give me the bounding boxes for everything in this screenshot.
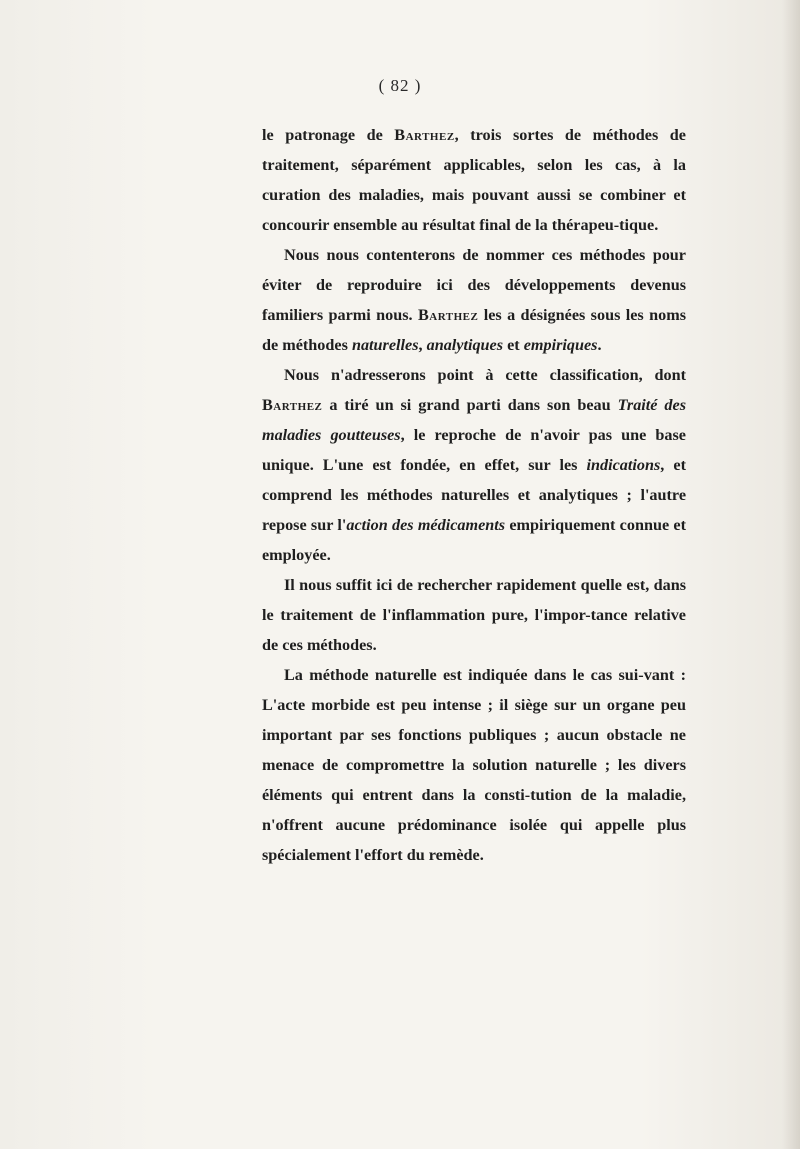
author-name: Barthez — [262, 396, 323, 414]
paragraph — [262, 120, 686, 240]
text-run: les a désignées sous les noms de méthodes — [262, 306, 686, 354]
italic-term: Traité des maladies goutteuses — [262, 396, 686, 444]
text-run: a tiré un si grand parti dans son beau — [322, 396, 618, 414]
author-name: Barthez — [394, 126, 455, 144]
paragraph — [262, 660, 686, 870]
italic-term: indications — [586, 456, 661, 474]
text-run: , — [418, 336, 427, 354]
italic-term: action des médicaments — [346, 516, 506, 534]
author-name: Barthez — [417, 306, 479, 324]
text-run: . — [597, 336, 602, 354]
text-run: Nous nous contenterons de nommer ces méthodes pour éviter de reproduire ici des développements devenus familiers parmi nous. — [262, 246, 686, 324]
text-run: Nous n'adresserons point à cette classification, dont — [284, 366, 686, 384]
body-text — [262, 120, 686, 870]
text-run: et — [503, 336, 524, 354]
text-run: , trois sortes de méthodes de traitement, séparément applicables, selon les cas, à la curation des maladies, mais pouvant aussi se combiner et concourir ensemble au résultat final de la thérapeu-tique. — [262, 126, 686, 234]
paragraph — [262, 240, 686, 360]
text-run: Il nous suffit ici de rechercher rapidement quelle est, dans le traitement de l'inflammation pure, l'impor-tance relative de ces méthodes. — [262, 576, 686, 654]
text-run: empiriquement connue et employée. — [262, 516, 686, 564]
paragraph — [262, 570, 686, 660]
text-run: , le reproche de n'avoir pas une base unique. L'une est fondée, en effet, sur les — [262, 426, 686, 474]
page-number: ( 82 ) — [378, 76, 422, 95]
italic-term: empiriques — [523, 336, 598, 354]
page-edge-shadow — [782, 0, 800, 1149]
italic-term: naturelles — [351, 336, 419, 354]
text-run: La méthode naturelle est indiquée dans le cas sui-vant : L'acte morbide est peu intense ; il siège sur un organe peu important par ses fonctions publiques ; aucun obstacle ne menace de compromettre la solution naturelle ; les divers éléments qui entrent dans la consti-tution de la maladie, n'offrent aucune prédominance isolée qui appelle plus spécialement l'effort du remède. — [262, 666, 686, 864]
text-run: le patronage de — [262, 126, 395, 144]
text-run: , et comprend les méthodes naturelles et analytiques ; l'autre repose sur l' — [262, 456, 686, 534]
italic-term: analytiques — [426, 336, 504, 354]
paragraph — [262, 360, 686, 570]
